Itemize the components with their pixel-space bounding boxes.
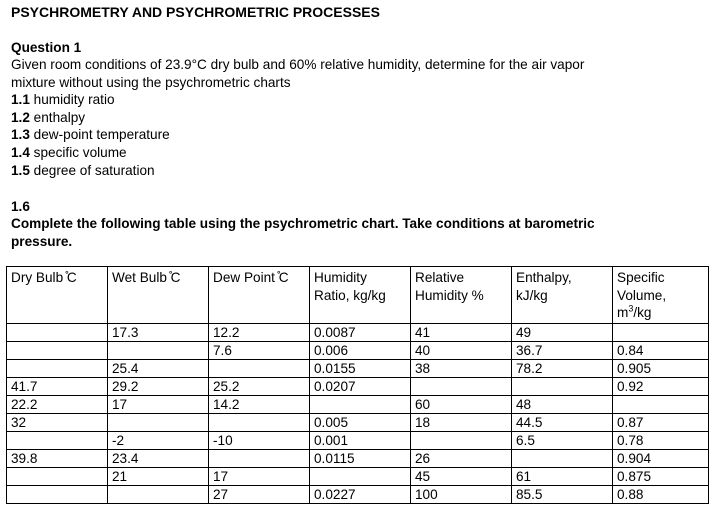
table-cell: 41.7 <box>7 377 108 395</box>
table-cell: 6.5 <box>512 431 613 449</box>
section-1-6-number: 1.6 <box>11 199 30 214</box>
table-row <box>7 323 709 341</box>
question-item <box>11 91 701 109</box>
table-cell: 100 <box>411 485 512 503</box>
question-1-body <box>11 56 701 179</box>
table-cell: 21 <box>108 467 209 485</box>
table-header-row <box>7 267 709 324</box>
table-cell: 12.2 <box>209 323 310 341</box>
question-item-text: specific volume <box>29 144 127 160</box>
table-cell <box>411 377 512 395</box>
header-text: Relative <box>415 270 465 285</box>
question-item <box>11 109 701 127</box>
question-1-prompt-line: Given room conditions of 23.9°C dry bulb and 60% relative humidity, determine for the air vapor <box>11 57 585 72</box>
instruction-line: pressure. <box>11 233 73 249</box>
table-cell: 78.2 <box>512 359 613 377</box>
table-cell: 39.8 <box>7 449 108 467</box>
table-cell: 0.0227 <box>310 485 411 503</box>
table-cell <box>108 413 209 431</box>
table-cell: 38 <box>411 359 512 377</box>
header-text: m <box>617 305 629 320</box>
table-row <box>7 467 709 485</box>
table-cell: 0.905 <box>613 359 709 377</box>
header-text: kJ/kg <box>516 287 548 303</box>
question-1-prompt-line: mixture without using the psychrometric charts <box>11 74 291 90</box>
header-text: Ratio, kg/kg <box>314 287 386 303</box>
question-item-text: dew-point temperature <box>29 127 170 143</box>
header-specific-volume <box>613 267 709 324</box>
question-item-number: 1.5 <box>11 162 30 178</box>
psychrometric-table <box>6 266 709 504</box>
table-cell <box>512 377 613 395</box>
header-enthalpy <box>512 267 613 324</box>
table-cell: 25.4 <box>108 359 209 377</box>
question-item <box>11 144 701 162</box>
table-cell <box>613 323 709 341</box>
table-cell <box>209 359 310 377</box>
table-row <box>7 413 709 431</box>
table-cell: -10 <box>209 431 310 449</box>
table-cell: 17 <box>108 395 209 413</box>
question-item-number: 1.1 <box>11 92 30 108</box>
table-cell: 48 <box>512 395 613 413</box>
table-cell <box>7 359 108 377</box>
header-text: Specific <box>617 270 665 285</box>
header-humidity-ratio <box>310 267 411 324</box>
table-body <box>7 323 709 503</box>
header-text: /kg <box>633 305 652 320</box>
table-cell: 0.92 <box>613 377 709 395</box>
table-cell <box>7 323 108 341</box>
table-cell: 23.4 <box>108 449 209 467</box>
table-cell <box>209 449 310 467</box>
table-cell: 0.0155 <box>310 359 411 377</box>
table-cell: 44.5 <box>512 413 613 431</box>
table-cell: 49 <box>512 323 613 341</box>
question-item-number: 1.4 <box>11 144 30 160</box>
header-wet-bulb <box>108 267 209 324</box>
header-relative-humidity <box>411 267 512 324</box>
table-cell <box>310 395 411 413</box>
table-cell <box>411 431 512 449</box>
table-cell: 0.875 <box>613 467 709 485</box>
header-superscript: 3 <box>628 303 634 314</box>
table-cell: 0.001 <box>310 431 411 449</box>
table-cell: 40 <box>411 341 512 359</box>
question-item <box>11 126 701 144</box>
table-cell: 17.3 <box>108 323 209 341</box>
table-row <box>7 395 709 413</box>
table-cell: 36.7 <box>512 341 613 359</box>
table-cell: 85.5 <box>512 485 613 503</box>
table-cell: 0.904 <box>613 449 709 467</box>
question-item-number: 1.2 <box>11 109 30 125</box>
table-cell: 27 <box>209 485 310 503</box>
table-cell: 7.6 <box>209 341 310 359</box>
question-item <box>11 162 701 180</box>
header-text: Enthalpy, <box>516 270 572 285</box>
table-cell: 0.0087 <box>310 323 411 341</box>
header-dry-bulb <box>7 267 108 324</box>
section-1-6-instruction <box>11 215 691 250</box>
table-cell: 0.88 <box>613 485 709 503</box>
table-cell: 0.0115 <box>310 449 411 467</box>
table-cell: 22.2 <box>7 395 108 413</box>
header-dew-point <box>209 267 310 324</box>
question-item-text: humidity ratio <box>29 92 115 108</box>
table-cell <box>108 341 209 359</box>
table-cell: 0.0207 <box>310 377 411 395</box>
question-item-text: enthalpy <box>29 109 86 125</box>
table-row <box>7 341 709 359</box>
table-cell <box>7 431 108 449</box>
header-text: Wet Bulb ̊C <box>112 270 181 285</box>
table-row <box>7 377 709 395</box>
table-cell: 45 <box>411 467 512 485</box>
table-cell: 14.2 <box>209 395 310 413</box>
table-cell: 17 <box>209 467 310 485</box>
table-row <box>7 485 709 503</box>
table-cell: 32 <box>7 413 108 431</box>
table-cell: 18 <box>411 413 512 431</box>
table-row <box>7 431 709 449</box>
table-cell <box>108 485 209 503</box>
table-cell: 26 <box>411 449 512 467</box>
page-title: PSYCHROMETRY AND PSYCHROMETRIC PROCESSES <box>11 4 380 20</box>
instruction-line: Complete the following table using the psychrometric chart. Take conditions at barometric <box>11 216 595 231</box>
table-cell <box>209 413 310 431</box>
table-row <box>7 359 709 377</box>
table-cell: 0.84 <box>613 341 709 359</box>
table-cell: 29.2 <box>108 377 209 395</box>
table-row <box>7 449 709 467</box>
table-cell: 60 <box>411 395 512 413</box>
header-text: Dry Bulb ̊C <box>11 270 77 285</box>
header-text: Dew Point ̊C <box>213 270 289 285</box>
table-cell: -2 <box>108 431 209 449</box>
table-cell: 25.2 <box>209 377 310 395</box>
table-cell <box>512 449 613 467</box>
header-text: Humidity % <box>415 287 484 303</box>
header-text: Humidity <box>314 270 367 285</box>
table-cell: 0.006 <box>310 341 411 359</box>
table-cell <box>310 467 411 485</box>
question-1-heading: Question 1 <box>11 40 82 55</box>
table-cell <box>7 485 108 503</box>
table-cell <box>7 341 108 359</box>
question-item-number: 1.3 <box>11 127 30 143</box>
table-cell <box>7 467 108 485</box>
table-cell: 0.87 <box>613 413 709 431</box>
table-cell: 0.78 <box>613 431 709 449</box>
table-cell: 61 <box>512 467 613 485</box>
table-cell: 0.005 <box>310 413 411 431</box>
header-text: Volume, <box>617 287 667 303</box>
table-cell: 41 <box>411 323 512 341</box>
question-item-text: degree of saturation <box>29 162 155 178</box>
table-cell <box>613 395 709 413</box>
